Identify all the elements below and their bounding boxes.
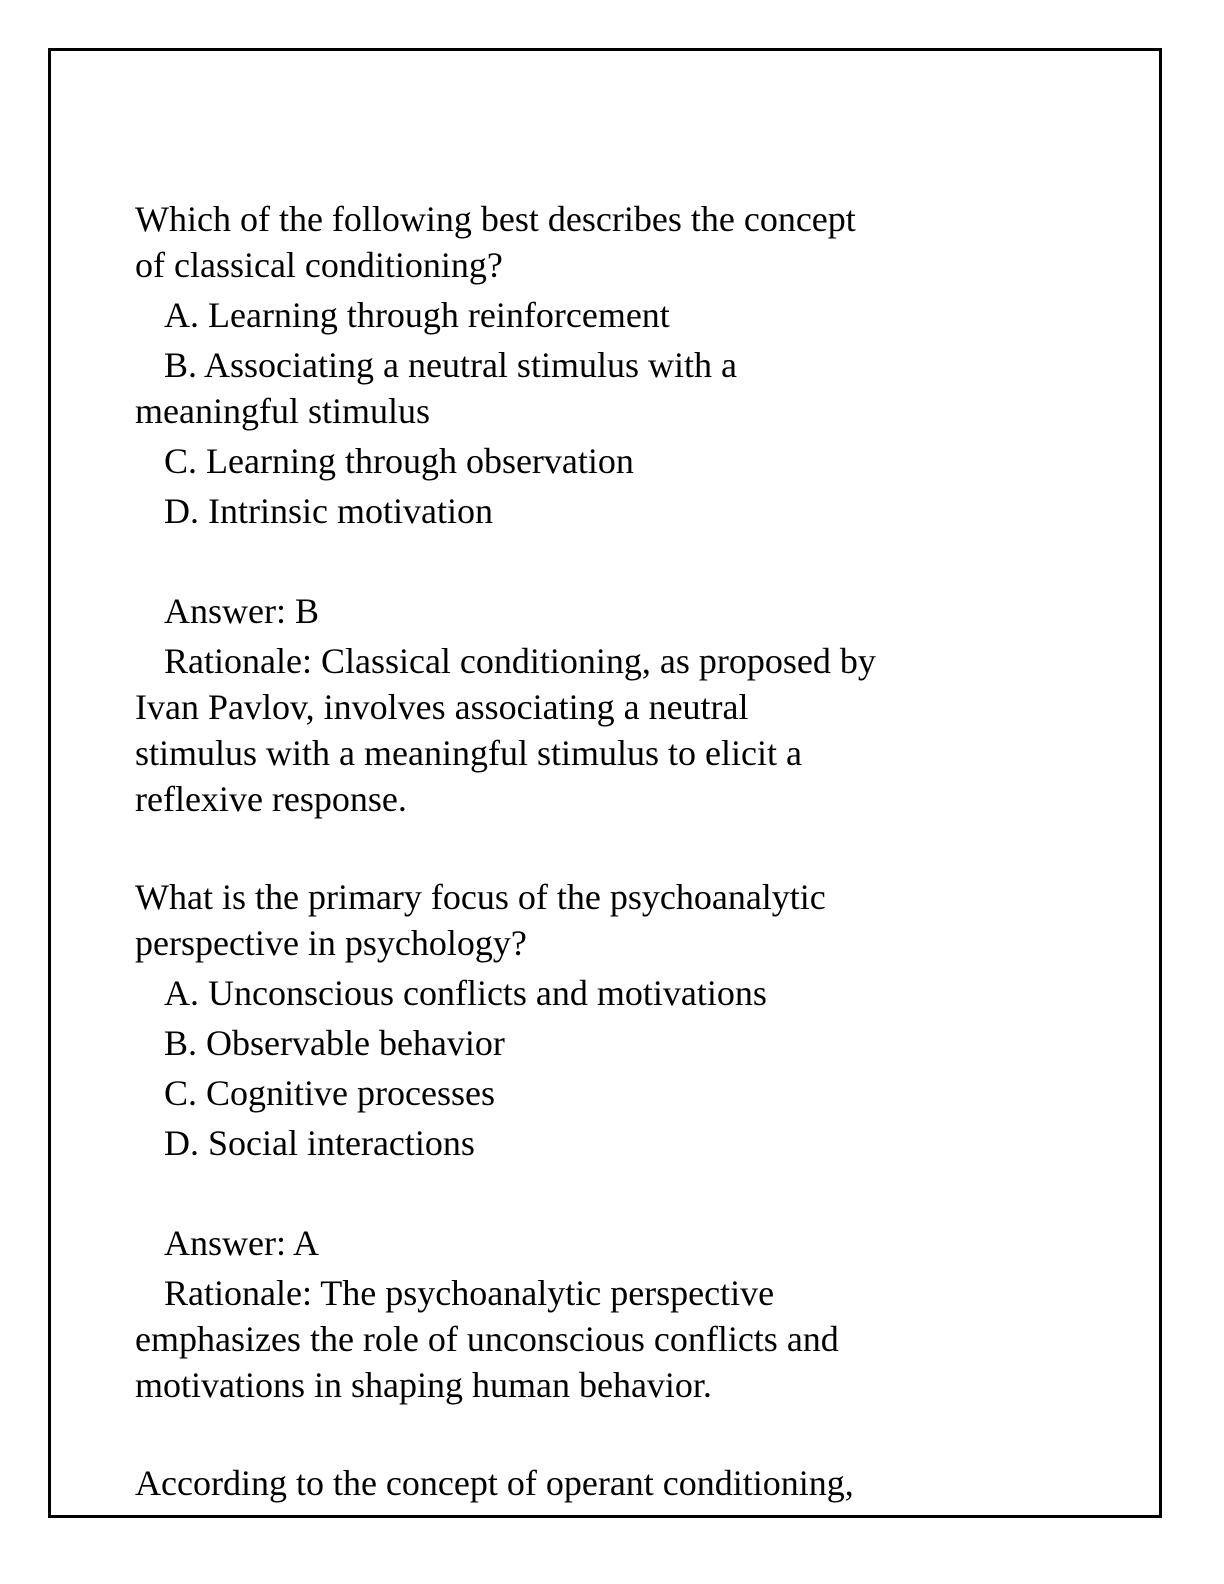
question-block	[135, 874, 995, 1408]
answer-option-b: B. Observable behavior	[164, 1023, 505, 1063]
answer-option-c: C. Cognitive processes	[164, 1073, 495, 1113]
rationale-text: Rationale: Classical conditioning, as proposed by	[164, 641, 876, 681]
rationale-text: motivations in shaping human behavior.	[135, 1365, 712, 1405]
document-content	[135, 196, 995, 1506]
question-text: What is the primary focus of the psychoanalytic	[135, 877, 826, 917]
rationale-text: reflexive response.	[135, 779, 407, 819]
next-question-text: According to the concept of operant conditioning,	[135, 1463, 854, 1503]
answer-option-d: D. Social interactions	[164, 1123, 475, 1163]
rationale-text: stimulus with a meaningful stimulus to elicit a	[135, 733, 802, 773]
answer-option-d: D. Intrinsic motivation	[164, 491, 493, 531]
answer-option-b-continuation: meaningful stimulus	[135, 391, 430, 431]
question-text: Which of the following best describes the concept	[135, 199, 856, 239]
answer-key: Answer: A	[164, 1223, 319, 1263]
rationale-text: emphasizes the role of unconscious conflicts and	[135, 1319, 839, 1359]
page-frame	[48, 48, 1162, 1518]
question-text: perspective in psychology?	[135, 923, 527, 963]
question-block	[135, 196, 995, 822]
question-text: of classical conditioning?	[135, 245, 503, 285]
rationale-text: Ivan Pavlov, involves associating a neutral	[135, 687, 749, 727]
answer-option-b: B. Associating a neutral stimulus with a	[164, 345, 737, 385]
rationale-text: Rationale: The psychoanalytic perspective	[164, 1273, 775, 1313]
answer-key: Answer: B	[164, 591, 319, 631]
answer-option-a: A. Unconscious conflicts and motivations	[164, 973, 767, 1013]
answer-option-c: C. Learning through observation	[164, 441, 634, 481]
answer-option-a: A. Learning through reinforcement	[164, 295, 670, 335]
